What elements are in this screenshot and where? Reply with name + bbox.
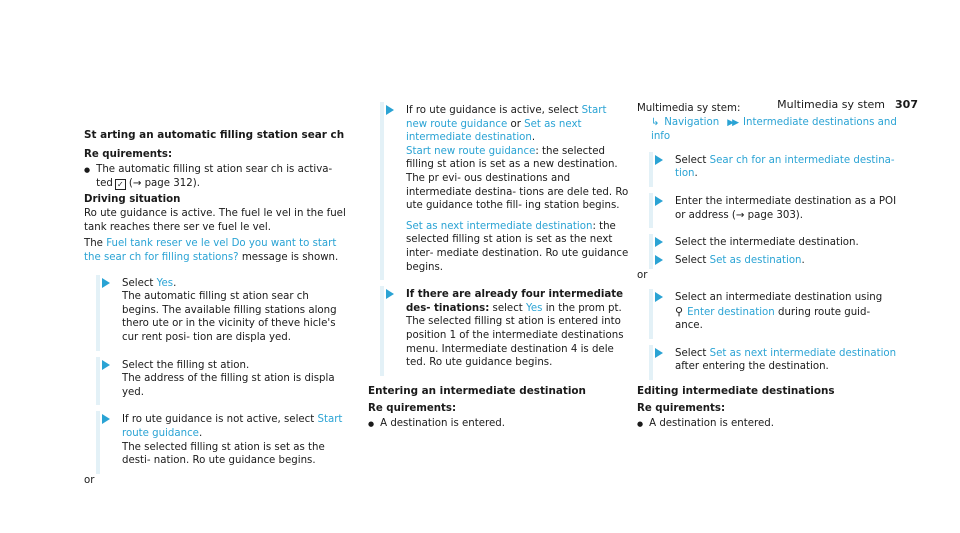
text: If ro ute guidance is active, select xyxy=(406,105,582,116)
step-arrow-icon xyxy=(102,278,110,288)
driving-situation-text: Ro ute guidance is active. The fuel le vel in the fuel tank reaches there ser ve fuel le vel. xyxy=(84,208,346,233)
requirements-label: Re quirements: xyxy=(637,402,726,414)
section-title: Multimedia sy stem xyxy=(777,98,886,111)
bullet-icon: ● xyxy=(84,166,91,174)
step-set-next-intermediate xyxy=(649,345,899,380)
step-title: Select the filling st ation. xyxy=(122,359,250,371)
text: . xyxy=(531,132,536,144)
step-text: The automatic filling st ation sear ch begins. The available filling stations along thero ute or in the vicinity of theve hicle's cur rent posi‐ tion are displa yed. xyxy=(122,291,337,343)
text: Select xyxy=(122,277,157,289)
requirements-label: Re quirements: xyxy=(84,149,173,160)
heading-enter-intermediate: Entering an intermediate destination xyxy=(368,384,586,397)
search-intermediate-link[interactable]: Sear ch for an intermediate destina‐ tion xyxy=(675,154,895,180)
message-paragraph xyxy=(84,237,346,264)
text: The xyxy=(84,238,107,250)
column-1 xyxy=(84,128,346,487)
step-arrow-icon xyxy=(655,292,663,302)
page-number: 307 xyxy=(895,98,918,111)
text: Select xyxy=(675,154,710,166)
requirement-text: A destination is entered. xyxy=(649,417,774,429)
or-text: or xyxy=(84,474,95,486)
step-arrow-icon xyxy=(655,348,663,358)
text: : the selected filling st ation is set as the next inter‐ mediate destination. Ro ute guidance begins. xyxy=(406,220,629,273)
step-search-intermediate xyxy=(649,152,899,187)
heading-editing-intermediate: Editing intermediate destinations xyxy=(637,384,835,397)
bullet-icon: ● xyxy=(368,419,375,428)
step-start-route xyxy=(96,411,346,473)
text: . xyxy=(173,277,177,289)
step-set-as-destination xyxy=(649,252,899,270)
requirement-text: The automatic filling st ation sear ch is activa‐ xyxy=(96,164,333,175)
return-arrow-icon: ↳ xyxy=(651,116,660,128)
step-arrow-icon xyxy=(102,360,110,370)
start-new-route-guidance-option[interactable]: Start new route guidance xyxy=(406,145,536,157)
text: Select xyxy=(675,254,710,266)
or-text: or xyxy=(637,270,648,282)
step-arrow-icon xyxy=(655,255,663,265)
requirement-text: A destination is entered. xyxy=(380,417,505,429)
driving-situation-label: Driving situation xyxy=(84,194,181,206)
step-arrow-icon xyxy=(655,196,663,206)
text: . xyxy=(801,254,805,266)
step-enter-destination xyxy=(649,289,899,339)
start-route-guidance-link[interactable]: Start route guidance xyxy=(122,414,343,439)
requirement-text-2: ted xyxy=(96,177,113,189)
set-as-next-intermediate-link[interactable]: Set as next intermediate destination xyxy=(406,118,582,144)
start-new-route-guidance-link[interactable]: Start new route guidance xyxy=(406,105,607,130)
text: during route guid‐ ance. xyxy=(675,306,871,332)
text: . xyxy=(198,427,203,439)
checkbox-icon: ✓ xyxy=(115,179,126,190)
requirement-item xyxy=(368,417,630,431)
step-arrow-icon xyxy=(655,237,663,247)
text: message is shown. xyxy=(238,251,339,263)
heading-start-search: St arting an automatic filling station sear ch xyxy=(84,129,345,141)
set-as-next-intermediate-link[interactable]: Set as next intermediate destination xyxy=(709,347,897,359)
column-3 xyxy=(637,102,899,431)
yes-link[interactable]: Yes xyxy=(526,302,543,314)
text: Select xyxy=(675,347,710,359)
step-text: Enter the intermediate destination as a POI or address (→ page 303). xyxy=(675,195,897,221)
step-text: after entering the destination. xyxy=(675,361,829,373)
step-route-active xyxy=(380,102,630,280)
navigation-link[interactable]: Navigation xyxy=(664,116,720,128)
step-text: Select the intermediate destination. xyxy=(675,237,859,249)
step-four-destinations xyxy=(380,286,630,376)
step-text: The address of the filling st ation is displa yed. xyxy=(122,373,335,398)
text: select xyxy=(489,302,527,314)
menu-path xyxy=(637,116,899,144)
step-arrow-icon xyxy=(655,155,663,165)
message-link[interactable]: Fuel tank reser ve le vel Do you want to start the sear ch for filling stations? xyxy=(84,238,337,263)
column-2 xyxy=(368,102,630,431)
menu-path-intro: Multimedia sy stem: xyxy=(637,103,741,114)
text: . xyxy=(694,168,698,180)
text: If ro ute guidance is not active, select xyxy=(122,414,318,426)
step-arrow-icon xyxy=(386,289,394,299)
set-as-next-intermediate-option[interactable]: Set as next intermediate destination xyxy=(406,220,593,232)
intermediate-destinations-link[interactable]: Intermediate destinations and info xyxy=(651,116,897,143)
step-select-yes xyxy=(96,275,346,351)
condition-text: If there are already four intermediate des‐ tinations: xyxy=(406,289,624,314)
step-enter-poi xyxy=(649,193,899,228)
requirements-label: Re quirements: xyxy=(368,402,457,414)
step-arrow-icon xyxy=(386,105,394,115)
search-icon: ⚲ xyxy=(675,304,684,318)
step-select-station xyxy=(96,357,346,406)
step-text: The selected filling st ation is set as the desti‐ nation. Ro ute guidance begins. xyxy=(122,441,325,467)
set-as-destination-link[interactable]: Set as destination xyxy=(709,254,802,266)
requirement-item xyxy=(84,163,346,190)
text: : the selected filling st ation is set as a new destination. The pr evi‐ ous destinations and intermediate destina‐ tions are dele ted. Ro ute guidance tothe fill‐ ing station begins. xyxy=(406,145,629,212)
step-arrow-icon xyxy=(102,414,110,424)
text: or xyxy=(507,118,525,130)
bullet-icon: ● xyxy=(637,419,644,428)
step-select-destination xyxy=(649,234,899,252)
step-text: Select an intermediate destination using xyxy=(675,291,883,303)
text: in the prom pt. xyxy=(542,302,622,314)
double-chevron-icon: ▶▶ xyxy=(727,117,738,128)
yes-link[interactable]: Yes xyxy=(156,277,174,289)
page-reference: (→ page 312). xyxy=(128,177,200,189)
enter-destination-link[interactable]: Enter destination xyxy=(687,306,775,318)
requirement-item xyxy=(637,417,899,431)
step-text: The selected filling st ation is entered into position 1 of the intermediate destinations menu. Intermediate destination 4 is dele ted. Ro ute guidance begins. xyxy=(406,316,624,369)
